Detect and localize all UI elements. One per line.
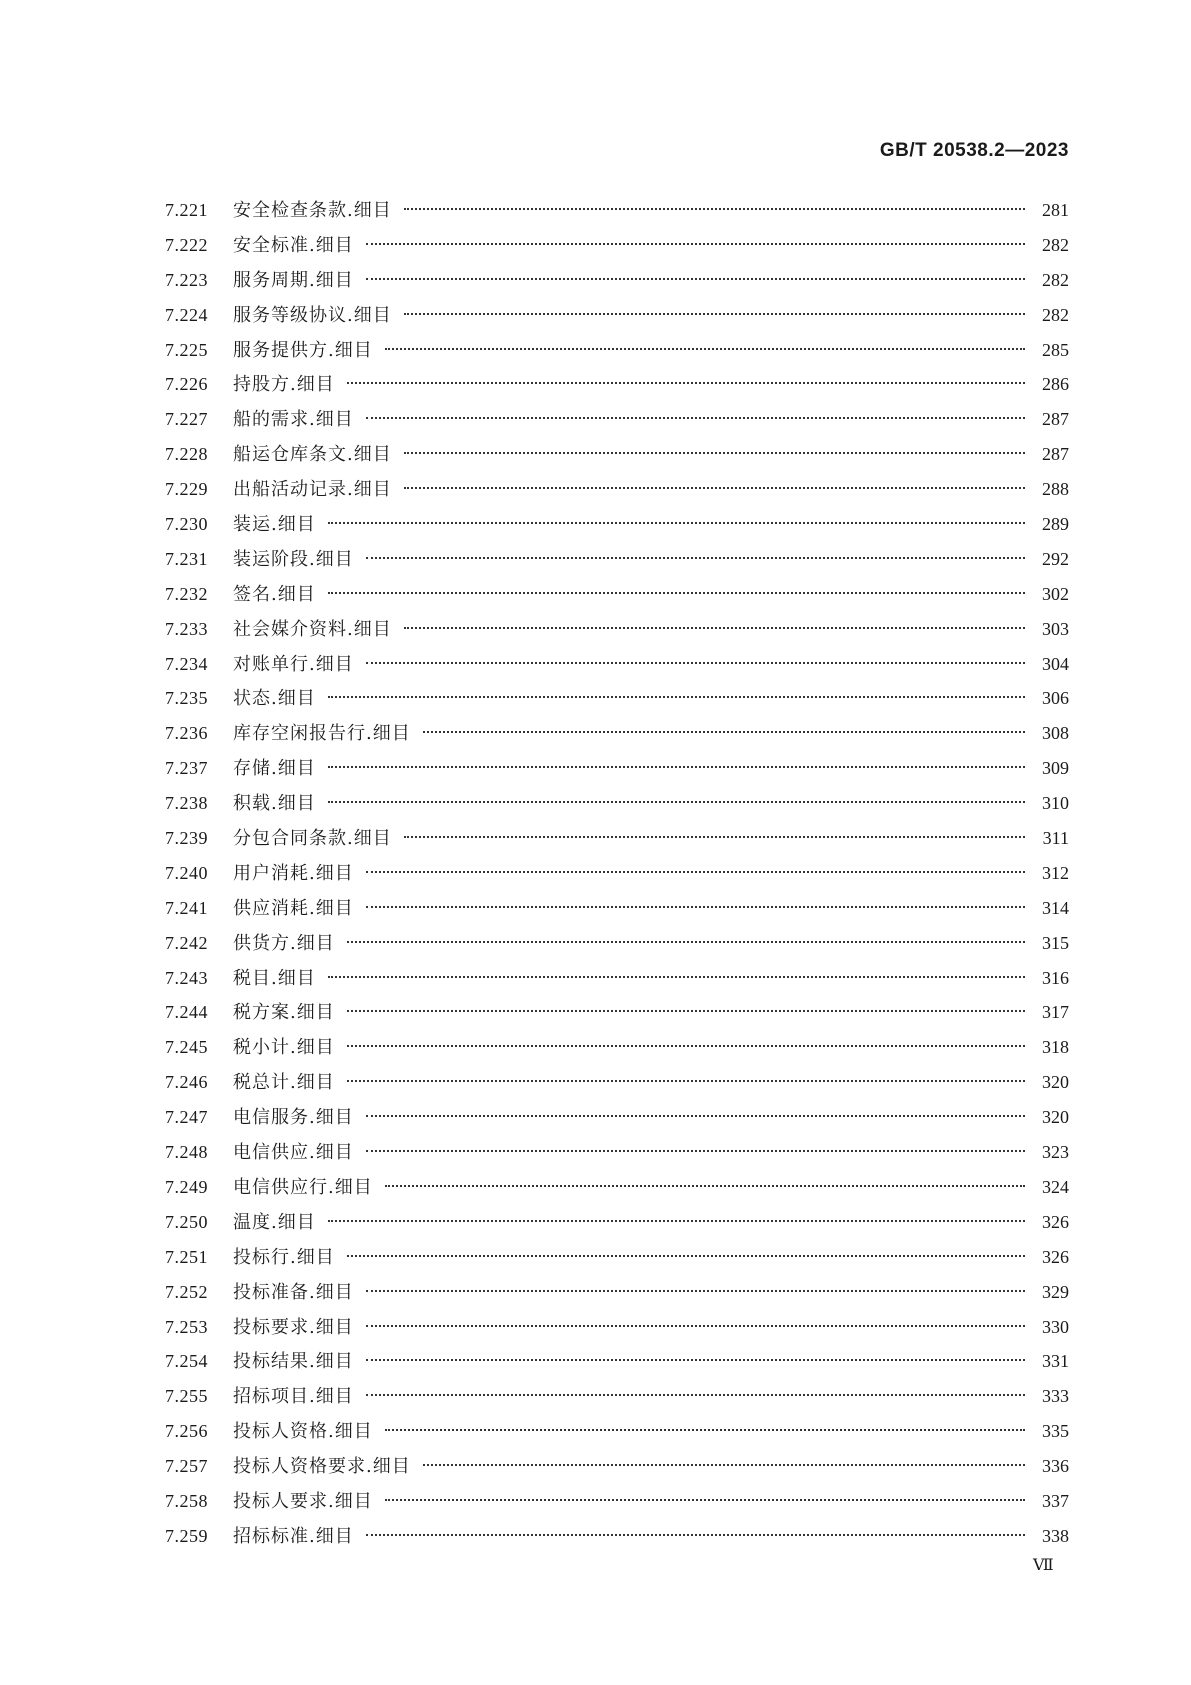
toc-dot-leader: [347, 1080, 1025, 1082]
toc-entry-title: 社会媒介资料.细目: [233, 618, 392, 640]
toc-entry-page: 326: [1042, 1211, 1069, 1232]
toc-entry[interactable]: [165, 821, 1069, 856]
toc-entry-title: 持股方.细目: [233, 374, 335, 396]
toc-dot-leader: [328, 522, 1025, 524]
toc-entry-title: 投标结果.细目: [233, 1351, 354, 1373]
toc-entry-title: 税方案.细目: [233, 1002, 335, 1024]
toc-dot-leader: [328, 1220, 1025, 1222]
toc-entry[interactable]: [165, 786, 1069, 821]
toc-entry-page: 282: [1042, 269, 1069, 290]
toc-entry-number: 7.232: [165, 583, 208, 604]
toc-entry-title: 招标标准.细目: [233, 1525, 354, 1547]
toc-entry[interactable]: [165, 647, 1069, 682]
toc-entry-title: 服务提供方.细目: [233, 339, 373, 361]
toc-entry-number: 7.259: [165, 1525, 208, 1546]
toc-entry-number: 7.230: [165, 514, 208, 535]
toc-dot-leader: [366, 1359, 1025, 1361]
toc-entry-number: 7.223: [165, 269, 208, 290]
toc-entry-number: 7.243: [165, 967, 208, 988]
toc-entry[interactable]: [165, 1170, 1069, 1205]
toc-entry-page: 330: [1042, 1316, 1069, 1337]
toc-entry-page: 288: [1042, 479, 1069, 500]
toc-entry-number: 7.236: [165, 723, 208, 744]
toc-entry-number: 7.221: [165, 200, 208, 220]
toc-entry-title: 服务周期.细目: [233, 269, 354, 291]
toc-entry-title: 税小计.细目: [233, 1037, 335, 1059]
toc-entry-page: 287: [1042, 409, 1069, 430]
toc-entry-page: 303: [1042, 618, 1069, 639]
toc-entry-page: 314: [1042, 897, 1069, 918]
toc-entry[interactable]: [165, 367, 1069, 402]
toc-entry[interactable]: [165, 1310, 1069, 1345]
toc-entry-title: 电信供应.细目: [233, 1142, 354, 1164]
toc-entry-page: 326: [1042, 1246, 1069, 1267]
toc-entry-title: 投标要求.细目: [233, 1316, 354, 1338]
toc-entry-title: 温度.细目: [233, 1211, 316, 1233]
toc-entry-title: 状态.细目: [233, 688, 316, 710]
toc-entry[interactable]: [165, 961, 1069, 996]
toc-entry-number: 7.241: [165, 897, 208, 918]
toc-entry-page: 336: [1042, 1456, 1069, 1477]
toc-dot-leader: [347, 382, 1025, 384]
toc-entry-number: 7.254: [165, 1351, 208, 1372]
toc-entry[interactable]: [165, 1065, 1069, 1100]
toc-entry-title: 库存空闲报告行.细目: [233, 723, 411, 745]
toc-entry-title: 积载.细目: [233, 793, 316, 815]
toc-entry-title: 安全检查条款.细目: [233, 200, 392, 221]
toc-entry-page: 308: [1042, 723, 1069, 744]
toc-entry-title: 签名.细目: [233, 583, 316, 605]
toc-dot-leader: [328, 592, 1025, 594]
toc-dot-leader: [366, 1325, 1025, 1327]
toc-dot-leader: [328, 766, 1025, 768]
toc-dot-leader: [423, 731, 1025, 733]
toc-entry[interactable]: [165, 856, 1069, 891]
toc-entry[interactable]: [165, 1344, 1069, 1379]
toc-entry-title: 对账单行.细目: [233, 653, 354, 675]
toc-entry-number: 7.246: [165, 1072, 208, 1093]
toc-entry-number: 7.255: [165, 1386, 208, 1407]
toc-entry[interactable]: [165, 193, 1069, 228]
toc-entry-page: 331: [1042, 1351, 1069, 1372]
toc-dot-leader: [328, 696, 1025, 698]
toc-entry[interactable]: [165, 612, 1069, 647]
toc-entry-number: 7.245: [165, 1037, 208, 1058]
toc-entry[interactable]: [165, 1240, 1069, 1275]
toc-entry[interactable]: [165, 437, 1069, 472]
toc-entry-title: 分包合同条款.细目: [233, 828, 392, 850]
toc-entry-number: 7.227: [165, 409, 208, 430]
toc-entry[interactable]: [165, 1275, 1069, 1310]
toc-entry[interactable]: [165, 1030, 1069, 1065]
toc-entry-number: 7.256: [165, 1421, 208, 1442]
toc-entry[interactable]: [165, 1414, 1069, 1449]
toc-entry-number: 7.225: [165, 339, 208, 360]
toc-entry-title: 招标项目.细目: [233, 1386, 354, 1408]
toc-entry[interactable]: [165, 926, 1069, 961]
toc-dot-leader: [366, 1115, 1025, 1117]
toc-dot-leader: [404, 452, 1025, 454]
toc-entry-page: 282: [1042, 234, 1069, 255]
toc-dot-leader: [423, 1464, 1025, 1466]
toc-entry-page: 333: [1042, 1386, 1069, 1407]
toc-entry-number: 7.244: [165, 1002, 208, 1023]
toc-entry[interactable]: [165, 1449, 1069, 1484]
toc-dot-leader: [366, 417, 1025, 419]
toc-entry-page: 315: [1042, 932, 1069, 953]
toc-entry[interactable]: [165, 1100, 1069, 1135]
toc-entry[interactable]: [165, 577, 1069, 612]
toc-entry-page: 316: [1042, 967, 1069, 988]
toc-entry-title: 出船活动记录.细目: [233, 479, 392, 501]
toc-entry-page: 302: [1042, 583, 1069, 604]
table-of-contents: [165, 193, 1069, 1554]
toc-entry-page: 292: [1042, 548, 1069, 569]
toc-entry-page: 323: [1042, 1142, 1069, 1163]
toc-entry[interactable]: [165, 333, 1069, 368]
toc-entry-number: 7.228: [165, 444, 208, 465]
toc-dot-leader: [347, 1045, 1025, 1047]
toc-dot-leader: [385, 1185, 1025, 1187]
toc-dot-leader: [385, 1429, 1025, 1431]
toc-entry-title: 税目.细目: [233, 967, 316, 989]
toc-dot-leader: [328, 801, 1025, 803]
toc-dot-leader: [366, 1150, 1025, 1152]
toc-dot-leader: [385, 1499, 1025, 1501]
toc-entry[interactable]: [165, 507, 1069, 542]
toc-dot-leader: [347, 1010, 1025, 1012]
toc-entry-number: 7.234: [165, 653, 208, 674]
toc-dot-leader: [404, 836, 1025, 838]
toc-entry[interactable]: [165, 1135, 1069, 1170]
toc-entry-title: 投标人资格.细目: [233, 1421, 373, 1443]
toc-entry-page: 317: [1042, 1002, 1069, 1023]
toc-entry[interactable]: [165, 228, 1069, 263]
toc-dot-leader: [385, 348, 1025, 350]
toc-entry-title: 投标行.细目: [233, 1246, 335, 1268]
toc-entry[interactable]: [165, 542, 1069, 577]
toc-entry-title: 税总计.细目: [233, 1072, 335, 1094]
toc-entry-number: 7.224: [165, 304, 208, 325]
toc-entry-page: 312: [1042, 862, 1069, 883]
toc-dot-leader: [366, 1534, 1025, 1536]
toc-entry-number: 7.240: [165, 862, 208, 883]
toc-dot-leader: [366, 557, 1025, 559]
toc-entry-page: 281: [1042, 200, 1069, 220]
toc-entry-page: 320: [1042, 1107, 1069, 1128]
toc-entry[interactable]: [165, 402, 1069, 437]
toc-dot-leader: [366, 906, 1025, 908]
toc-entry-page: 337: [1042, 1490, 1069, 1511]
toc-entry-number: 7.239: [165, 828, 208, 849]
toc-entry-page: 309: [1042, 758, 1069, 779]
toc-dot-leader: [347, 941, 1025, 943]
toc-entry-title: 装运阶段.细目: [233, 548, 354, 570]
toc-dot-leader: [404, 208, 1025, 210]
page-number: Ⅶ: [1033, 1557, 1054, 1574]
toc-entry-title: 存储.细目: [233, 758, 316, 780]
toc-entry-number: 7.248: [165, 1142, 208, 1163]
toc-entry-number: 7.250: [165, 1211, 208, 1232]
toc-dot-leader: [366, 243, 1025, 245]
toc-entry-number: 7.252: [165, 1281, 208, 1302]
toc-entry-number: 7.229: [165, 479, 208, 500]
toc-dot-leader: [328, 976, 1025, 978]
toc-entry-page: 338: [1042, 1525, 1069, 1546]
toc-entry[interactable]: [165, 751, 1069, 786]
toc-entry-title: 投标人资格要求.细目: [233, 1456, 411, 1478]
document-code: GB/T 20538.2—2023: [879, 140, 1069, 161]
toc-entry[interactable]: [165, 716, 1069, 751]
toc-entry-page: 306: [1042, 688, 1069, 709]
toc-entry-page: 320: [1042, 1072, 1069, 1093]
toc-dot-leader: [366, 1394, 1025, 1396]
toc-entry-title: 投标人要求.细目: [233, 1490, 373, 1512]
toc-entry-number: 7.258: [165, 1490, 208, 1511]
toc-dot-leader: [404, 627, 1025, 629]
toc-entry-title: 安全标准.细目: [233, 234, 354, 256]
toc-entry-page: 335: [1042, 1421, 1069, 1442]
toc-entry-title: 船的需求.细目: [233, 409, 354, 431]
toc-entry-number: 7.251: [165, 1246, 208, 1267]
toc-entry-number: 7.242: [165, 932, 208, 953]
toc-entry-page: 329: [1042, 1281, 1069, 1302]
toc-entry-title: 船运仓库条文.细目: [233, 444, 392, 466]
toc-entry[interactable]: [165, 472, 1069, 507]
toc-entry-page: 282: [1042, 304, 1069, 325]
toc-entry[interactable]: [165, 263, 1069, 298]
toc-dot-leader: [366, 278, 1025, 280]
toc-dot-leader: [404, 313, 1025, 315]
toc-entry[interactable]: [165, 1205, 1069, 1240]
toc-entry-number: 7.257: [165, 1456, 208, 1477]
toc-dot-leader: [366, 662, 1025, 664]
toc-entry[interactable]: [165, 1484, 1069, 1519]
toc-entry-title: 电信服务.细目: [233, 1107, 354, 1129]
toc-entry-page: 310: [1042, 793, 1069, 814]
toc-entry-page: 318: [1042, 1037, 1069, 1058]
toc-entry-page: 311: [1042, 828, 1069, 849]
toc-dot-leader: [366, 871, 1025, 873]
toc-dot-leader: [347, 1255, 1025, 1257]
toc-entry-number: 7.253: [165, 1316, 208, 1337]
toc-entry-title: 装运.细目: [233, 514, 316, 536]
toc-entry-page: 286: [1042, 374, 1069, 395]
toc-entry-title: 用户消耗.细目: [233, 862, 354, 884]
toc-dot-leader: [366, 1290, 1025, 1292]
toc-entry-page: 285: [1042, 339, 1069, 360]
toc-entry[interactable]: [165, 1379, 1069, 1414]
toc-entry-page: 304: [1042, 653, 1069, 674]
toc-entry-number: 7.233: [165, 618, 208, 639]
toc-entry-number: 7.235: [165, 688, 208, 709]
toc-entry[interactable]: [165, 891, 1069, 926]
toc-entry-title: 供货方.细目: [233, 932, 335, 954]
toc-entry-number: 7.226: [165, 374, 208, 395]
toc-entry-title: 服务等级协议.细目: [233, 304, 392, 326]
toc-entry-number: 7.238: [165, 793, 208, 814]
toc-entry-number: 7.237: [165, 758, 208, 779]
toc-entry-number: 7.222: [165, 234, 208, 255]
toc-entry[interactable]: [165, 298, 1069, 333]
toc-entry-title: 电信供应行.细目: [233, 1176, 373, 1198]
toc-entry[interactable]: [165, 1519, 1069, 1554]
toc-entry-page: 289: [1042, 514, 1069, 535]
toc-entry-title: 投标准备.细目: [233, 1281, 354, 1303]
toc-dot-leader: [404, 487, 1025, 489]
toc-entry-title: 供应消耗.细目: [233, 897, 354, 919]
toc-entry-number: 7.231: [165, 548, 208, 569]
toc-entry[interactable]: [165, 681, 1069, 716]
toc-entry-page: 324: [1042, 1176, 1069, 1197]
toc-entry[interactable]: [165, 995, 1069, 1030]
toc-entry-page: 287: [1042, 444, 1069, 465]
toc-entry-number: 7.249: [165, 1176, 208, 1197]
toc-entry-number: 7.247: [165, 1107, 208, 1128]
